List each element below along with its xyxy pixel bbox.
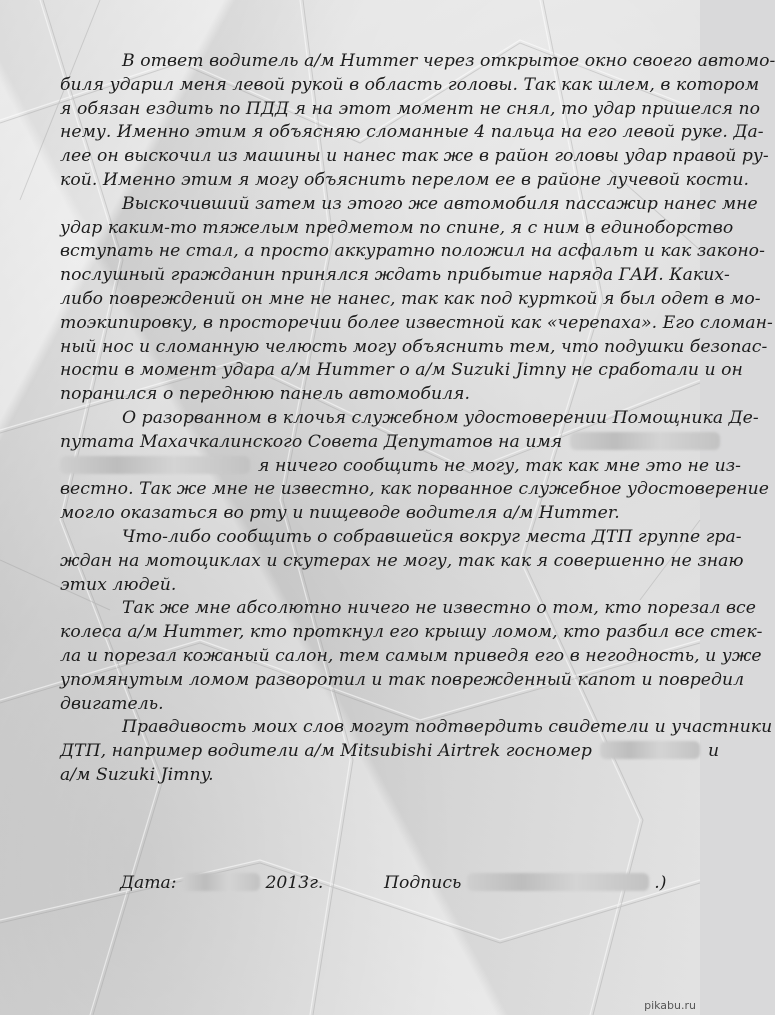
redacted-signature xyxy=(467,873,649,891)
text-line xyxy=(60,407,759,431)
signature-block xyxy=(384,873,666,893)
watermark: pikabu.ru xyxy=(644,999,696,1012)
text-line xyxy=(60,621,763,645)
redacted-name xyxy=(600,741,700,759)
text-line xyxy=(60,740,720,764)
text-line xyxy=(60,217,734,241)
line-text: тоэкипировку, в просторечии более известной как «черепаха». Его сломан- xyxy=(60,312,773,333)
text-line xyxy=(60,693,672,717)
text-line xyxy=(60,145,769,169)
line-text: путата Махачкалинского Совета Депутатов на имя xyxy=(60,431,563,452)
date-label: Дата: xyxy=(120,873,177,893)
line-text: я обязан ездить по ПДД я на этот момент не снял, то удар пришелся по xyxy=(60,98,761,119)
text-line xyxy=(60,288,761,312)
line-text: двигатель. xyxy=(60,693,164,714)
text-line xyxy=(60,716,773,740)
text-line xyxy=(60,669,745,693)
text-line xyxy=(60,50,775,74)
text-line xyxy=(60,264,730,288)
text-line xyxy=(60,478,770,502)
line-text: Правдивость моих слов могут подтвердить свидетели и участники xyxy=(122,717,773,738)
text-line xyxy=(60,645,762,669)
line-text: ности в момент удара а/м Hummer о а/м Suzuki Jimny не сработали и он xyxy=(60,360,743,381)
line-text: могло оказаться во рту и пищеводе водителя а/м Hummer. xyxy=(60,503,620,524)
redacted-name xyxy=(570,432,720,450)
signature-suffix: .) xyxy=(654,873,667,893)
line-tail: и xyxy=(707,741,720,762)
text-line xyxy=(60,764,672,788)
line-text: Выскочивший затем из этого же автомобиля пассажир нанес мне xyxy=(122,193,758,214)
text-line xyxy=(60,336,768,360)
line-text: удар каким-то тяжелым предметом по спине, я с ним в единоборство xyxy=(60,217,734,238)
redacted-date xyxy=(182,873,260,891)
line-text: этих людей. xyxy=(60,574,177,595)
line-text: колеса а/м Hummer, кто проткнул его крышу ломом, кто разбил все стек- xyxy=(60,622,763,643)
line-text: я ничего сообщить не могу, так как мне это не из- xyxy=(258,455,742,476)
text-line xyxy=(60,550,744,574)
line-text: а/м Suzuki Jimny. xyxy=(60,764,214,785)
text-line xyxy=(60,98,761,122)
text-line xyxy=(60,502,672,526)
text-line xyxy=(60,169,749,193)
redacted-name xyxy=(60,456,250,474)
line-text: кой. Именно этим я могу объяснить перелом ее в районе лучевой кости. xyxy=(60,169,749,190)
line-text: ла и порезал кожаный салон, тем самым приведя его в негодность, и уже xyxy=(60,645,762,666)
line-text: В ответ водитель а/м Hummer через открытое окно своего автомо- xyxy=(122,51,775,71)
line-text: поранился о переднюю панель автомобиля. xyxy=(60,384,471,405)
line-text: ДТП, например водители а/м Mitsubishi Airtrek госномер xyxy=(60,741,592,762)
line-text: послушный гражданин принялся ждать прибытие наряда ГАИ. Каких- xyxy=(60,265,730,286)
line-text: О разорванном в клочья служебном удостоверении Помощника Де- xyxy=(122,407,759,428)
date-suffix: 2013г. xyxy=(265,873,324,893)
line-text: нему. Именно этим я объясняю сломанные 4 пальца на его левой руке. Да- xyxy=(60,122,764,143)
date-block xyxy=(120,873,323,893)
statement-text xyxy=(60,50,775,788)
text-line xyxy=(60,383,672,407)
line-text: биля ударил меня левой рукой в область головы. Так как шлем, в котором xyxy=(60,74,760,95)
text-line xyxy=(60,240,765,264)
text-line xyxy=(60,574,672,598)
line-text: упомянутым ломом разворотил и так поврежденный капот и повредил xyxy=(60,669,745,690)
line-text: Так же мне абсолютно ничего не известно о том, кто порезал все xyxy=(122,598,756,619)
text-line xyxy=(60,431,672,455)
text-line xyxy=(60,193,758,217)
text-line xyxy=(60,312,773,336)
line-text: лее он выскочил из машины и нанес так же в район головы удар правой ру- xyxy=(60,146,769,167)
text-line xyxy=(60,526,742,550)
line-text: Что-либо сообщить о собравшейся вокруг места ДТП группе гра- xyxy=(122,526,742,547)
text-line xyxy=(60,74,760,98)
text-line xyxy=(60,455,742,479)
line-text: ный нос и сломанную челюсть могу объяснить тем, что подушки безопас- xyxy=(60,336,768,357)
text-line xyxy=(60,597,756,621)
text-line xyxy=(60,359,743,383)
line-text: вступать не стал, а просто аккуратно положил на асфальт и как законо- xyxy=(60,241,765,262)
signature-label: Подпись xyxy=(384,873,462,893)
line-text: либо повреждений он мне не нанес, так как под курткой я был одет в мо- xyxy=(60,288,761,309)
text-line xyxy=(60,121,764,145)
line-text: ждан на мотоциклах и скутерах не могу, так как я совершенно не знаю xyxy=(60,550,744,571)
line-text: вестно. Так же мне не известно, как порванное служебное удостоверение xyxy=(60,479,770,500)
